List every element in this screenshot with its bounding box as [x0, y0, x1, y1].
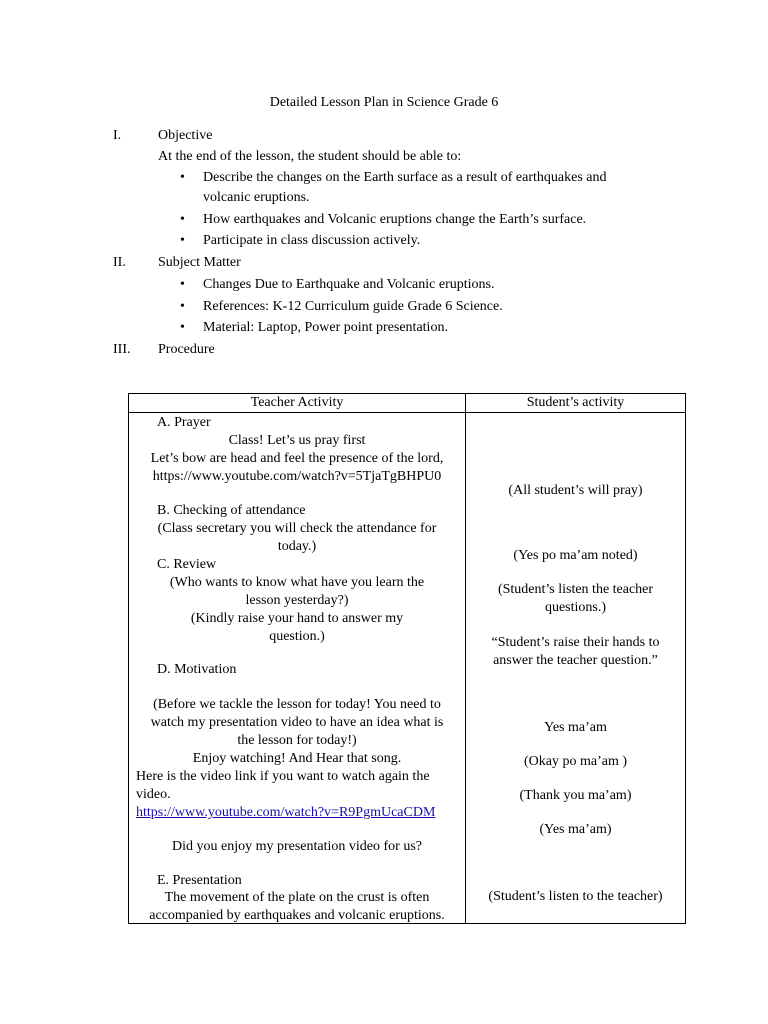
review-line: lesson yesterday?) — [245, 593, 349, 608]
review-line: (Who wants to know what have you learn the — [169, 575, 425, 590]
student-response: (All student’s will pray) — [508, 483, 643, 498]
student-response: answer the teacher question.” — [493, 653, 658, 668]
review-line: question.) — [269, 629, 325, 644]
video-link[interactable]: https://www.youtube.com/watch?v=R9PgmUcaCDM — [136, 805, 436, 820]
section-heading-subject: Subject Matter — [158, 255, 241, 270]
objective-bullet-3: Participate in class discussion actively. — [203, 233, 421, 248]
header-student-activity: Student’s activity — [466, 394, 686, 413]
subject-bullet-3: Material: Laptop, Power point presentation. — [203, 320, 448, 335]
review-line: (Kindly raise your hand to answer my — [190, 611, 404, 626]
subject-bullet-2: References: K-12 Curriculum guide Grade 6 Science. — [203, 299, 503, 314]
motivation-line: video. — [136, 787, 171, 802]
attendance-line: today.) — [277, 539, 317, 554]
attendance-label: B. Checking of attendance — [157, 503, 306, 518]
prayer-line: Class! Let’s us pray first — [228, 433, 366, 448]
presentation-line: The movement of the plate on the crust is often — [164, 890, 430, 905]
presentation-label: E. Presentation — [157, 873, 242, 888]
teacher-activity-cell — [129, 413, 466, 924]
prayer-label: A. Prayer — [157, 415, 211, 430]
motivation-line: Here is the video link if you want to watch again the — [136, 769, 430, 784]
header-teacher-activity: Teacher Activity — [129, 394, 466, 413]
attendance-line: (Class secretary you will check the attendance for — [157, 521, 437, 536]
prayer-line: Let’s bow are head and feel the presence of the lord, — [150, 451, 444, 466]
motivation-line: watch my presentation video to have an idea what is — [150, 715, 444, 730]
bullet-icon: • — [180, 299, 185, 314]
bullet-icon: • — [180, 233, 185, 248]
student-response: (Okay po ma’am ) — [523, 754, 628, 769]
subject-bullet-1: Changes Due to Earthquake and Volcanic eruptions. — [203, 277, 495, 292]
prayer-url: https://www.youtube.com/watch?v=5TjaTgBHPU0 — [152, 469, 442, 484]
student-response: Yes ma’am — [544, 720, 607, 735]
table-header-row — [129, 394, 686, 413]
presentation-line: accompanied by earthquakes and volcanic eruptions. — [149, 908, 445, 923]
section-numeral-subject: II. — [113, 255, 126, 270]
student-response: questions.) — [544, 600, 607, 615]
objective-bullet-1: Describe the changes on the Earth surface as a result of earthquakes and — [203, 170, 607, 185]
student-response: (Yes ma’am) — [539, 822, 612, 837]
bullet-icon: • — [180, 277, 185, 292]
section-numeral-objective: I. — [113, 128, 122, 143]
bullet-icon: • — [180, 170, 185, 185]
motivation-label: D. Motivation — [157, 662, 237, 677]
bullet-icon: • — [180, 212, 185, 227]
section-heading-procedure: Procedure — [158, 342, 215, 357]
student-response: (Student’s listen to the teacher) — [488, 889, 663, 904]
bullet-icon: • — [180, 320, 185, 335]
objective-bullet-1-cont: volcanic eruptions. — [203, 190, 310, 205]
review-label: C. Review — [157, 557, 217, 572]
motivation-line: Did you enjoy my presentation video for us? — [171, 839, 422, 854]
objective-bullet-2: How earthquakes and Volcanic eruptions change the Earth’s surface. — [203, 212, 587, 227]
objective-intro: At the end of the lesson, the student should be able to: — [158, 149, 462, 164]
student-activity-cell — [466, 413, 686, 924]
table-row — [129, 413, 686, 924]
section-numeral-procedure: III. — [113, 342, 131, 357]
student-response: “Student’s raise their hands to — [491, 635, 660, 650]
motivation-line: (Before we tackle the lesson for today! You need to — [153, 697, 441, 712]
procedure-table — [128, 393, 686, 924]
motivation-line: Enjoy watching! And Hear that song. — [192, 751, 402, 766]
section-heading-objective: Objective — [158, 128, 213, 143]
student-response: (Student’s listen the teacher — [497, 582, 654, 597]
student-response: (Thank you ma’am) — [519, 788, 632, 803]
motivation-line: the lesson for today!) — [237, 733, 357, 748]
document-title: Detailed Lesson Plan in Science Grade 6 — [269, 95, 499, 110]
student-response: (Yes po ma’am noted) — [513, 548, 638, 563]
